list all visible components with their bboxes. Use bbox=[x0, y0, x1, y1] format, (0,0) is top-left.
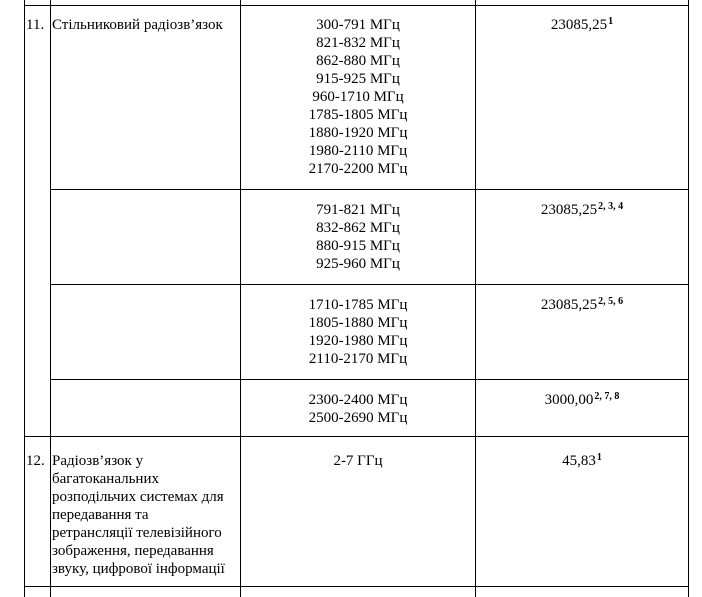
frequency-list bbox=[240, 16, 476, 178]
row-divider bbox=[50, 189, 689, 190]
frequency-range: 2300-2400 МГц bbox=[308, 392, 408, 408]
frequency-range: 1880-1920 МГц bbox=[308, 125, 408, 141]
frequency-range: 880-915 МГц bbox=[316, 238, 400, 254]
row-divider bbox=[50, 379, 689, 380]
frequency-list bbox=[240, 201, 476, 273]
fee-amount: 23085,25 bbox=[540, 297, 598, 313]
frequency-range: 832-862 МГц bbox=[316, 220, 400, 236]
frequency-range: 862-880 МГц bbox=[316, 53, 400, 69]
frequency-range: 925-960 МГц bbox=[316, 256, 400, 272]
service-name-line: звуку, цифрової інформації bbox=[52, 561, 225, 577]
frequency-range: 960-1710 МГц bbox=[312, 89, 404, 105]
fee-amount: 23085,25 bbox=[540, 202, 598, 218]
service-name-line: Стільниковий радіозв’язок bbox=[52, 17, 223, 33]
frequency-range: 1980-2110 МГц bbox=[308, 143, 408, 159]
frequency-range: 2-7 ГГц bbox=[333, 453, 383, 469]
table-border-right bbox=[688, 0, 689, 597]
frequency-list bbox=[240, 296, 476, 368]
frequency-range: 1920-1980 МГц bbox=[308, 333, 408, 349]
service-name-line: Радіозв’язок у bbox=[52, 453, 144, 469]
row-divider bbox=[24, 436, 689, 437]
footnote-ref: 2, 3, 4 bbox=[598, 201, 624, 212]
service-name-line: ретрансляції телевізійного bbox=[52, 525, 222, 541]
service-name bbox=[52, 16, 240, 34]
frequency-range: 915-925 МГц bbox=[316, 71, 400, 87]
frequency-range: 1785-1805 МГц bbox=[308, 107, 408, 123]
fee-amount: 45,83 bbox=[562, 453, 596, 469]
frequency-range: 791-821 МГц bbox=[316, 202, 400, 218]
row-divider bbox=[50, 284, 689, 285]
service-name-line: зображення, передавання bbox=[52, 543, 214, 559]
fee-value bbox=[476, 391, 688, 409]
fee-value bbox=[476, 16, 688, 34]
footnote-ref: 1 bbox=[608, 16, 614, 27]
frequency-range: 300-791 МГц bbox=[316, 17, 400, 33]
frequency-list bbox=[240, 391, 476, 427]
frequency-range: 2110-2170 МГц bbox=[308, 351, 408, 367]
row-divider bbox=[24, 586, 689, 587]
frequency-list bbox=[240, 452, 476, 470]
fee-amount: 23085,25 bbox=[550, 17, 608, 33]
footnote-ref: 2, 5, 6 bbox=[598, 296, 624, 307]
fee-amount: 3000,00 bbox=[544, 392, 594, 408]
footnote-ref: 1 bbox=[596, 452, 602, 463]
frequency-range: 2170-2200 МГц bbox=[308, 161, 408, 177]
row-number: 11. bbox=[26, 17, 45, 33]
column-divider bbox=[50, 0, 51, 597]
service-name-line: розподільчих системах для bbox=[52, 489, 224, 505]
fee-value bbox=[476, 296, 688, 314]
frequency-range: 1710-1785 МГц bbox=[308, 297, 408, 313]
fee-value bbox=[476, 201, 688, 219]
fee-value bbox=[476, 452, 688, 470]
frequency-range: 1805-1880 МГц bbox=[308, 315, 408, 331]
row-number: 12. bbox=[26, 453, 45, 469]
frequency-range: 821-832 МГц bbox=[316, 35, 400, 51]
table-border-left bbox=[24, 0, 25, 597]
service-name-line: передавання та bbox=[52, 507, 149, 523]
service-name bbox=[52, 452, 240, 578]
row-divider bbox=[24, 5, 689, 6]
frequency-range: 2500-2690 МГц bbox=[308, 410, 408, 426]
footnote-ref: 2, 7, 8 bbox=[594, 391, 620, 402]
service-name-line: багатоканальних bbox=[52, 471, 159, 487]
